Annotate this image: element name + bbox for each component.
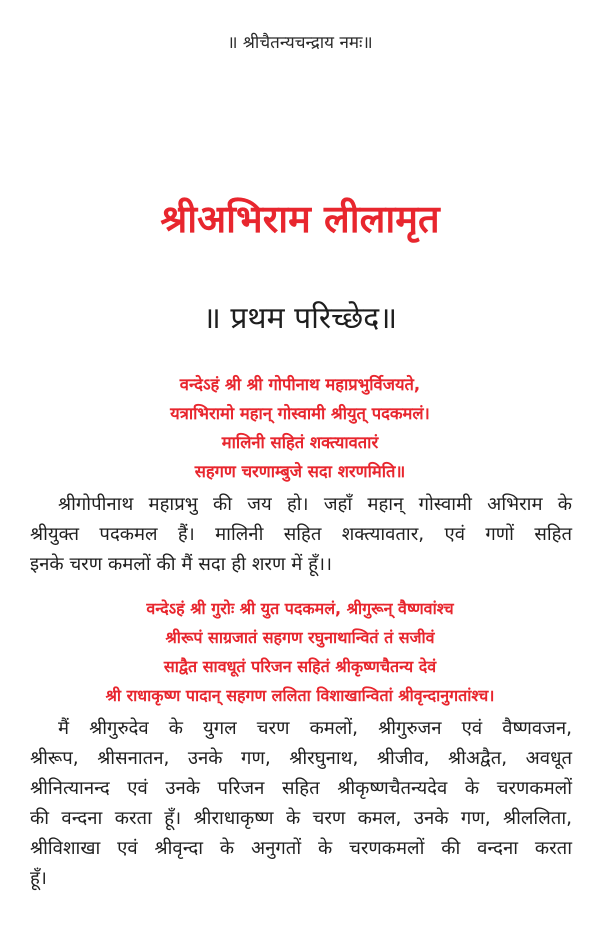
paragraph-line: मैं श्रीगुरुदेव के युगल चरण कमलों, श्रीगुरुजन एवं वैष्णवजन, bbox=[58, 718, 572, 739]
paragraph-line: की वन्दना करता हूँ। श्रीराधाकृष्ण के चरण कमल, उनके गण, श्रीललिता, bbox=[30, 808, 572, 829]
paragraph-line: इनके चरण कमलों की मैं सदा ही शरण में हूँ।। bbox=[30, 554, 333, 575]
chapter-heading: ॥ प्रथम परिच्छेद॥ bbox=[202, 301, 398, 336]
sanskrit-verse-2 bbox=[0, 594, 600, 710]
verse-line: वन्देऽहं श्री गुरोः श्री युत पदकमलं, श्रीगुरून् वैष्णवांश्च bbox=[146, 599, 454, 618]
verse-line: श्रीरूपं साग्रजातं सहगण रघुनाथान्वितं तं सजीवं bbox=[165, 628, 435, 647]
page-title: श्रीअभिराम लीलामृत bbox=[160, 197, 440, 241]
paragraph-line: श्रीनित्यानन्द एवं उनके परिजन सहित श्रीकृष्णचैतन्यदेव के चरणकमलों bbox=[30, 778, 572, 799]
paragraph-line: हूँ। bbox=[30, 868, 47, 889]
paragraph-line: श्रीगोपीनाथ महाप्रभु की जय हो। जहाँ महान् गोस्वामी अभिराम के bbox=[58, 494, 572, 515]
verse-line: वन्देऽहं श्री श्री गोपीनाथ महाप्रभुर्विजयते, bbox=[179, 375, 421, 394]
paragraph-line: श्रीयुक्त पदकमल हैं। मालिनी सहित शक्त्यावतार, एवं गणों सहित bbox=[30, 524, 572, 545]
sanskrit-verse-1 bbox=[0, 370, 600, 486]
paragraph-line: श्रीविशाखा एवं श्रीवृन्दा के अनुगतों के चरणकमलों की वन्दना करता bbox=[30, 838, 572, 859]
verse-line: सहगण चरणाम्बुजे सदा शरणमिति॥ bbox=[194, 462, 406, 481]
verse-line: श्री राधाकृष्ण पादान् सहगण ललिता विशाखान्वितां श्रीवृन्दानुगतांश्च। bbox=[105, 686, 495, 705]
verse-line: यत्राभिरामो महान् गोस्वामी श्रीयुत् पदकमलं। bbox=[170, 404, 430, 423]
paragraph-line: श्रीरूप, श्रीसनातन, उनके गण, श्रीरघुनाथ, श्रीजीव, श्रीअद्वैत, अवधूत bbox=[30, 748, 572, 769]
invocation-line: ॥ श्रीचैतन्यचन्द्राय नमः॥ bbox=[227, 33, 373, 53]
verse-line: मालिनी सहितं शक्त्यावतारं bbox=[221, 433, 379, 452]
hindi-paragraph-1 bbox=[30, 490, 572, 580]
verse-line: साद्वैत सावधूतं परिजन सहितं श्रीकृष्णचैतन्य देवं bbox=[163, 657, 437, 676]
hindi-paragraph-2 bbox=[30, 714, 572, 894]
